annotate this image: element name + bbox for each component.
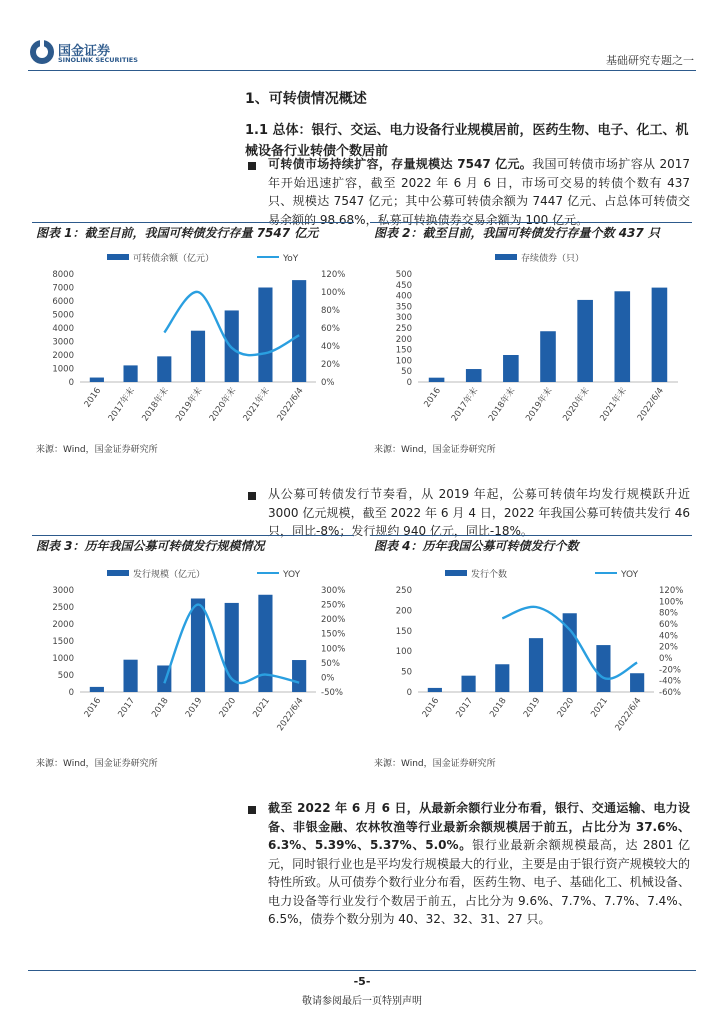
figure-1-rule	[32, 222, 354, 223]
bar	[466, 369, 482, 382]
company-logo-icon	[28, 38, 56, 66]
y2-tick-label: 50%	[321, 658, 340, 669]
figure-4-title: 图表 4：历年我国公募可转债发行个数	[374, 539, 579, 553]
y2-tick-label: 100%	[321, 288, 346, 298]
y-tick-label: 4000	[52, 324, 74, 334]
chart-issuance-count	[370, 560, 692, 750]
y2-tick-label: -60%	[659, 688, 681, 698]
figure-1-source: 来源：Wind，国金证券研究所	[36, 445, 158, 455]
bar	[495, 664, 509, 692]
y-tick-label: 300	[395, 313, 412, 324]
y-tick-label: 0	[68, 378, 74, 388]
y2-tick-label: 300%	[321, 586, 346, 596]
y-tick-label: 2000	[52, 351, 74, 361]
bar	[428, 688, 442, 692]
figure-3-rule	[32, 535, 354, 536]
y2-tick-label: 100%	[321, 644, 346, 655]
y2-tick-label: -40%	[659, 676, 681, 687]
y2-tick-label: 40%	[321, 342, 340, 352]
bar	[614, 291, 630, 382]
x-tick-label: 2020年末	[207, 385, 239, 424]
y2-tick-label: 0%	[321, 378, 335, 388]
y2-tick-label: 120%	[659, 586, 684, 596]
bar	[123, 660, 137, 692]
y2-tick-label: 250%	[321, 600, 346, 611]
y-tick-label: 1500	[52, 637, 74, 647]
legend-label: 发行个数	[471, 570, 508, 580]
footer-disclaimer: 敬请参阅最后一页特别声明	[302, 996, 422, 1007]
x-tick-label: 2017	[454, 695, 476, 720]
bar	[123, 365, 137, 382]
chart-convertible-balance	[32, 244, 354, 440]
y-tick-label: 2000	[52, 620, 74, 630]
x-tick-label: 2019	[183, 695, 205, 720]
bullet-icon	[248, 492, 256, 500]
x-tick-label: 2018	[488, 695, 509, 720]
x-tick-label: 2021年末	[241, 385, 272, 424]
y-tick-label: 200	[395, 606, 412, 617]
x-tick-label: 2019年末	[174, 385, 205, 424]
y-tick-label: 2500	[52, 603, 74, 613]
footer-divider	[28, 970, 696, 971]
legend-label: 发行规模（亿元）	[133, 570, 206, 580]
bar	[503, 355, 519, 382]
y-tick-label: 1000	[52, 364, 74, 375]
bar	[529, 638, 543, 692]
y-tick-label: 250	[395, 324, 412, 334]
y2-tick-label: 200%	[321, 615, 346, 626]
x-tick-label: 2020年末	[561, 385, 592, 424]
y2-tick-label: 100%	[659, 597, 684, 608]
bar	[258, 288, 272, 383]
y-tick-label: 8000	[52, 270, 74, 280]
paragraph-3-body: 银行业最新余额规模最高，达 2801 亿元，同时银行业也是平均发行规模最大的行业，主要是由于银行资产规模较大的特性所致。从可债券个数行业分布看，医药生物、电子、基础化工、机械设备、电力设备等行业发行个数居于前五，占比分为 9.6%、7.7%、7.7%、7.4%、6.5%，债券个数分别为 40、32、32、31、27 只。	[268, 838, 691, 926]
bar	[292, 280, 306, 382]
legend-label: 存续债券（只）	[521, 254, 585, 264]
figure-4-source: 来源：Wind，国金证券研究所	[374, 759, 496, 769]
y-tick-label: 0	[406, 378, 412, 388]
x-tick-label: 2018年末	[140, 385, 171, 424]
y-tick-label: 5000	[52, 310, 74, 321]
y2-tick-label: 0%	[659, 654, 673, 664]
y-tick-label: 0	[68, 688, 74, 698]
y-tick-label: 450	[395, 280, 412, 291]
y2-tick-label: 60%	[321, 324, 340, 334]
legend-swatch-0	[495, 254, 517, 260]
x-tick-label: 2019	[521, 695, 543, 720]
paragraph-1	[268, 155, 690, 229]
x-tick-label: 2020	[217, 695, 239, 720]
x-tick-label: 2022/6/4	[635, 385, 666, 424]
y-tick-label: 1000	[52, 654, 74, 664]
page-number: -5-	[353, 975, 371, 988]
y-tick-label: 0	[406, 688, 412, 698]
bar	[191, 599, 205, 693]
x-tick-label: 2016	[420, 695, 442, 720]
bar	[292, 660, 306, 692]
section-title: 1、可转债情况概述	[245, 91, 367, 107]
paragraph-1-lead: 可转债市场持续扩容，存量规模达 7547 亿元。	[268, 157, 533, 171]
report-type: 基础研究专题之一	[606, 54, 694, 67]
y2-tick-label: 80%	[321, 306, 340, 316]
bar	[191, 331, 205, 382]
x-tick-label: 2021年末	[598, 385, 629, 424]
figure-2-source: 来源：Wind，国金证券研究所	[374, 445, 496, 455]
paragraph-3-lead: 截至 2022 年 6 月 6 日，从最新余额行业分布看，银行、交通运输、电力设备、非银金融、农林牧渔等行业最新余额规模居于前五，占比分为 37.6%、6.3%、5.39%、5.37%、5.0%。	[268, 801, 690, 852]
y-tick-label: 50	[401, 367, 412, 378]
legend-label: YOY	[621, 570, 639, 580]
bullet-icon	[248, 806, 256, 814]
figure-2-rule	[370, 222, 692, 223]
legend-swatch-0	[107, 570, 129, 576]
y2-tick-label: 60%	[659, 620, 678, 630]
bar	[652, 288, 668, 382]
figure-4-rule	[370, 535, 692, 536]
x-tick-label: 2017	[116, 695, 138, 720]
y-tick-label: 250	[395, 586, 412, 596]
x-tick-label: 2019年末	[524, 385, 555, 424]
legend-label: YOY	[283, 570, 301, 580]
x-tick-label: 2021	[251, 695, 272, 720]
figure-2-title: 图表 2：截至目前，我国可转债发行存量个数 437 只	[374, 226, 660, 240]
y-tick-label: 400	[395, 291, 412, 302]
y-tick-label: 350	[395, 302, 412, 313]
x-tick-label: 2022/6/4	[275, 695, 306, 734]
bar	[90, 687, 104, 692]
bar	[596, 645, 610, 692]
header-divider	[28, 70, 696, 71]
legend-label: 可转债余额（亿元）	[133, 254, 215, 264]
y2-tick-label: 40%	[659, 631, 678, 642]
bar	[630, 673, 644, 692]
bar	[90, 378, 104, 382]
y-tick-label: 500	[395, 270, 412, 280]
y-tick-label: 7000	[52, 283, 74, 294]
bar	[461, 676, 475, 692]
chart-outstanding-count	[370, 244, 692, 440]
x-tick-label: 2017年末	[106, 385, 138, 424]
legend-swatch-0	[445, 570, 467, 576]
y-tick-label: 3000	[52, 586, 74, 596]
bar	[577, 300, 593, 382]
bar	[157, 356, 171, 382]
x-tick-label: 2016	[82, 385, 104, 410]
section-subtitle: 1.1 总体：银行、交运、电力设备行业规模居前，医药生物、电子、化工、机械设备行业转债个数居前	[245, 123, 689, 159]
x-tick-label: 2018	[150, 695, 171, 720]
y-tick-label: 200	[395, 334, 412, 345]
y-tick-label: 6000	[52, 297, 74, 307]
x-tick-label: 2020	[555, 695, 577, 720]
y-tick-label: 100	[395, 647, 412, 658]
figure-3-title: 图表 3：历年我国公募可转债发行规模情况	[36, 539, 265, 553]
y-tick-label: 500	[57, 671, 74, 681]
y-tick-label: 3000	[52, 337, 74, 348]
y2-tick-label: -20%	[659, 665, 681, 676]
y2-tick-label: -50%	[321, 688, 343, 698]
figure-1-title: 图表 1：截至目前，我国可转债发行存量 7547 亿元	[36, 226, 319, 240]
x-tick-label: 2021	[589, 695, 610, 720]
y2-tick-label: 20%	[321, 360, 340, 370]
x-tick-label: 2018年末	[486, 385, 518, 424]
x-tick-label: 2022/6/4	[275, 385, 306, 424]
bar	[540, 331, 556, 382]
chart-issuance-scale	[32, 560, 354, 750]
y-tick-label: 50	[401, 667, 412, 678]
paragraph-2: 从公募可转债发行节奏看，从 2019 年起，公募可转债年均发行规模跃升近 3000 亿元规模，截至 2022 年 6 月 4 日，2022 年我国公募可转债共发行 46 只，同比-8%；发行规约 940 亿元，同比-18%。	[268, 487, 690, 538]
y2-tick-label: 80%	[659, 608, 678, 619]
bar	[429, 378, 445, 382]
figure-3-source: 来源：Wind，国金证券研究所	[36, 759, 158, 769]
y-tick-label: 100	[395, 356, 412, 367]
y2-tick-label: 20%	[659, 642, 678, 653]
bar	[258, 595, 272, 692]
logo-name: 国金证券	[58, 44, 111, 59]
bullet-icon	[248, 162, 256, 170]
paragraph-1-body: 我国可转债市场扩容从 2017 年开始迅速扩容，截至 2022 年 6 月 6 日，市场可交易的转债个数有 437 只、规模达 7547 亿元；其中公募可转债余额为 7447 亿元、占总体可转债交易余额的 98.68%，私募可转换债券交易余额为 100 亿元。	[268, 157, 690, 227]
y2-tick-label: 120%	[321, 270, 346, 280]
logo-english: SINOLINK SECURITIES	[58, 56, 138, 64]
x-tick-label: 2022/6/4	[613, 695, 644, 734]
x-tick-label: 2016	[422, 385, 444, 410]
y-tick-label: 150	[395, 626, 412, 637]
y-tick-label: 150	[395, 345, 412, 356]
x-tick-label: 2016	[82, 695, 104, 720]
y2-tick-label: 150%	[321, 629, 346, 640]
legend-label: YoY	[283, 254, 299, 264]
y2-tick-label: 0%	[321, 673, 335, 684]
paragraph-3	[268, 799, 690, 929]
legend-swatch-0	[107, 254, 129, 260]
x-tick-label: 2017年末	[449, 385, 481, 424]
